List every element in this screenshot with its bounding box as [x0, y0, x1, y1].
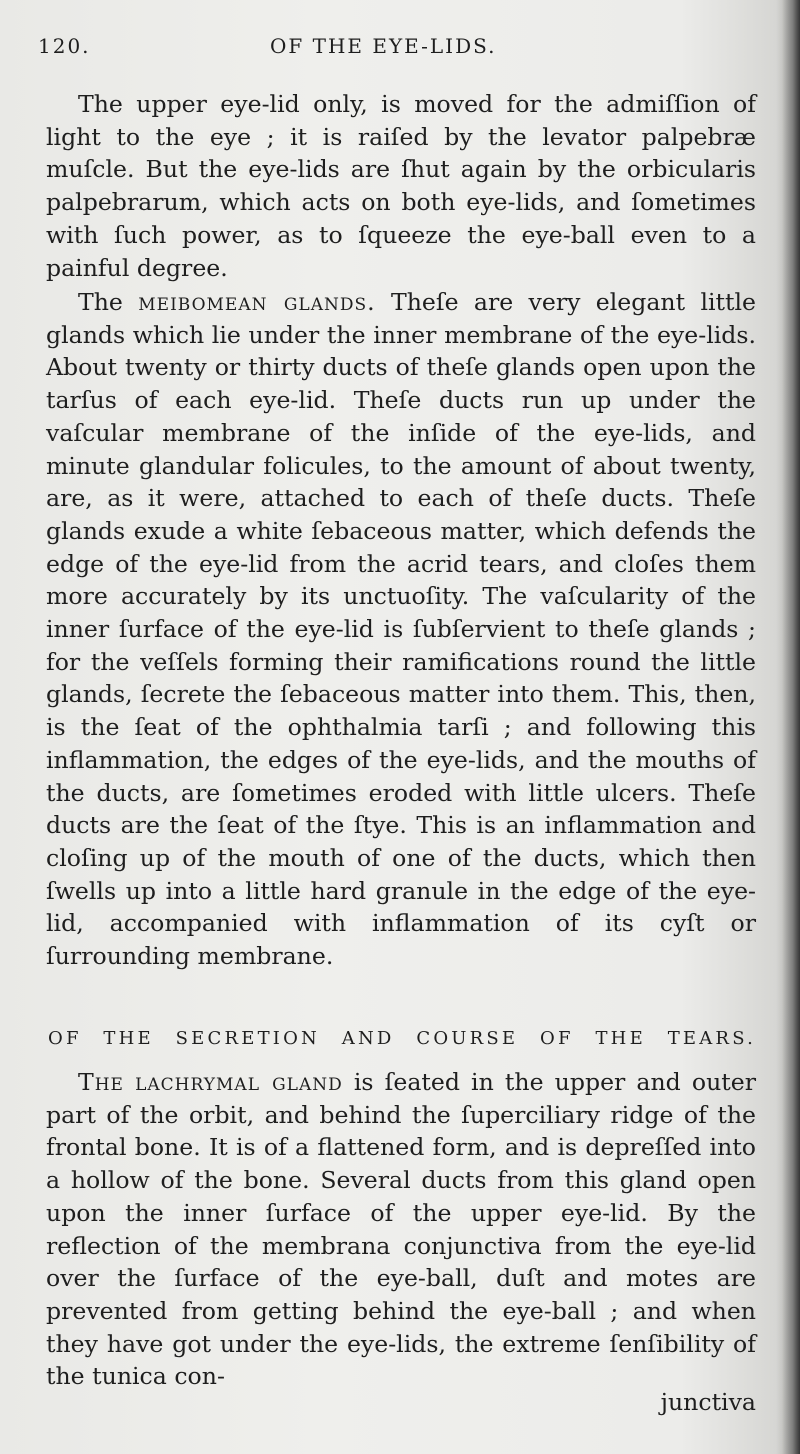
page-number: 120.: [38, 34, 91, 58]
paragraph-lead: The: [78, 1068, 124, 1096]
term-lachrymal-gland: lachrymal gland: [135, 1068, 343, 1096]
term-meibomean-glands: meibomean glands.: [138, 288, 376, 316]
running-head: [38, 34, 748, 68]
section-heading: OF THE SECRETION AND COURSE OF THE TEARS.: [48, 1028, 756, 1049]
paragraph-text: The upper eye-lid only, is moved for the admiſſion of light to the eye ; it is raiſed by the levator palpebræ muſcle. But the eye-lids are ſhut again by the orbicularis palpebrarum, which acts on both eye-lids, and ſometimes with ſuch power, as to ſqueeze the eye-ball even to a painful degree.: [46, 90, 756, 282]
catchword: junctiva: [660, 1388, 756, 1416]
paragraph-upper-eyelid: [46, 88, 756, 284]
paragraph-lead: The: [78, 288, 123, 316]
paragraph-meibomean-glands: [46, 286, 756, 973]
paragraph-body: Theſe are very elegant little glands which lie under the inner membrane of the eye-lids. About twenty or thirty ducts of theſe glands open upon the tarſus of each eye-lid. Theſe ducts run up under the vaſcular membrane of the inſide of the eye-lids, and minute glandular folicules, to the amount of about twenty, are, as it were, attached to each of theſe ducts. Theſe glands exude a white ſebaceous matter, which defends the edge of the eye-lid from the acrid tears, and cloſes them more accurately by its unctuoſity. The vaſcularity of the inner ſurface of the eye-lid is ſubſervient to theſe glands ; for the veſſels forming their ramifications round the little glands, ſecrete the ſebaceous matter into them. This, then, is the ſeat of the ophthalmia tarſi ; and following this inflammation, the edges of the eye-lids, and the mouths of the ducts, are ſometimes eroded with little ulcers. Theſe ducts are the ſeat of the ſtye. This is an inflammation and cloſing up of the mouth of one of the ducts, which then ſwells up into a little hard granule in the edge of the eye-lid, accompanied with inflammation of its cyſt or ſurrounding membrane.: [46, 288, 757, 971]
paragraph-text: [46, 1066, 756, 1393]
page-gutter-shadow: [782, 0, 800, 1454]
paragraph-lachrymal-gland: [46, 1066, 756, 1393]
running-title: OF THE EYE-LIDS.: [270, 34, 497, 58]
paragraph-text: [46, 286, 756, 973]
paragraph-body: is ſeated in the upper and outer part of the orbit, and behind the ſuperciliary ridge of the frontal bone. It is of a flattened form, and is depreſſed into a hollow of the bone. Several ducts from this gland open upon the inner ſurface of the upper eye-lid. By the reflection of the membrana conjunctiva from the eye-lid over the ſurface of the eye-ball, duſt and motes are prevented from getting behind the eye-ball ; and when they have got under the eye-lids, the extreme ſenſibility of the tunica con-: [46, 1068, 757, 1391]
